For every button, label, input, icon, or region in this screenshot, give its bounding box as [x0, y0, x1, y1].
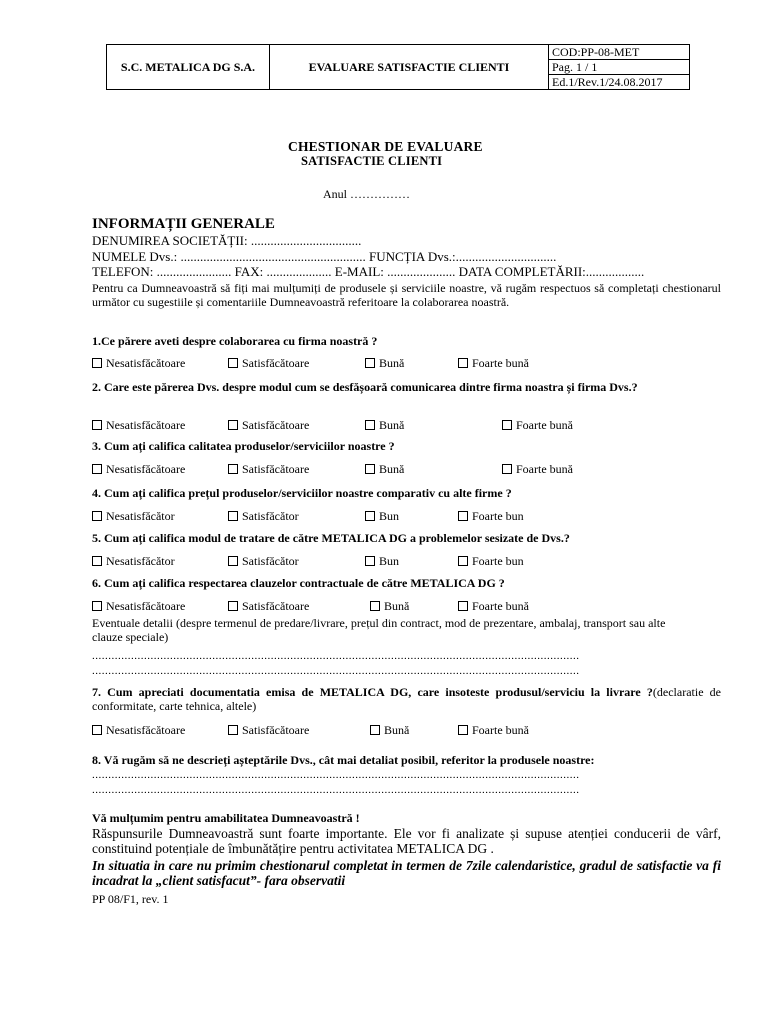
checkbox-icon[interactable] — [458, 358, 468, 368]
checkbox-icon[interactable] — [228, 420, 238, 430]
page-number: Pag. 1 / 1 — [549, 60, 690, 75]
question-7: 7. Cum apreciati documentatia emisa de METALICA DG, care insoteste produsul/serviciu la livrare ?(declaratie de conformitate, carte tehnica, altele) — [92, 685, 721, 713]
checkbox-icon[interactable] — [370, 725, 380, 735]
year-field[interactable]: Anul …………… — [323, 187, 410, 201]
checkbox-icon[interactable] — [365, 511, 375, 521]
q5-option-4[interactable]: Foarte bun — [458, 554, 524, 568]
q1-option-1[interactable]: Nesatisfăcătoare — [92, 356, 185, 370]
q1-option-3[interactable]: Bună — [365, 356, 404, 370]
details-prompt: Eventuale detalii (despre termenul de predare/livrare, prețul din contract, mod de prezentare, ambalaj, transport sau alte clauze speciale) — [92, 616, 666, 644]
question-4: 4. Cum ați califica prețul produselor/serviciilor noastre comparativ cu alte firme ? — [92, 486, 512, 500]
q3-option-1[interactable]: Nesatisfăcătoare — [92, 462, 185, 476]
expectations-answer-line-1[interactable]: ...................................................................................................................................................... — [92, 769, 580, 781]
question-1: 1.Ce părere aveti despre colaborarea cu firma noastră ? — [92, 334, 378, 348]
q6-option-1[interactable]: Nesatisfăcătoare — [92, 599, 185, 613]
q3-option-2[interactable]: Satisfăcătoare — [228, 462, 309, 476]
checkbox-icon[interactable] — [365, 358, 375, 368]
checkbox-icon[interactable] — [92, 556, 102, 566]
edition-revision: Ed.1/Rev.1/24.08.2017 — [549, 75, 690, 90]
expectations-answer-line-2[interactable]: ...................................................................................................................................................... — [92, 784, 580, 796]
checkbox-icon[interactable] — [92, 420, 102, 430]
q1-option-2[interactable]: Satisfăcătoare — [228, 356, 309, 370]
q1-option-4[interactable]: Foarte bună — [458, 356, 529, 370]
details-answer-line-2[interactable]: ...................................................................................................................................................... — [92, 665, 580, 677]
checkbox-icon[interactable] — [228, 601, 238, 611]
checkbox-icon[interactable] — [92, 358, 102, 368]
deadline-warning: In situatia in care nu primim chestionarul completat in termen de 7zile calendaristice, gradul de satisfactie va fi incadrat la „client satisfacut”- fara observatii — [92, 858, 721, 888]
q7-option-1[interactable]: Nesatisfăcătoare — [92, 723, 185, 737]
importance-paragraph: Răspunsurile Dumneavoastră sunt foarte importante. Ele vor fi analizate și supuse atenției conducerii de vârf, constituind potențiale de îmbunătățire pentru activitatea METALICA DG . — [92, 826, 721, 856]
question-2: 2. Care este părerea Dvs. despre modul cum se desfășoară comunicarea dintre firma noastra și firma Dvs.? — [92, 380, 638, 394]
questionnaire-title-line2: SATISFACTIE CLIENTI — [301, 154, 443, 168]
q5-option-3[interactable]: Bun — [365, 554, 399, 568]
checkbox-icon[interactable] — [458, 511, 468, 521]
q6-option-2[interactable]: Satisfăcătoare — [228, 599, 309, 613]
checkbox-icon[interactable] — [458, 556, 468, 566]
checkbox-icon[interactable] — [502, 464, 512, 474]
q2-option-3[interactable]: Bună — [365, 418, 404, 432]
question-5: 5. Cum ați califica modul de tratare de către METALICA DG a problemelor sesizate de Dvs.? — [92, 531, 570, 545]
question-3: 3. Cum ați califica calitatea produselor/serviciilor noastre ? — [92, 439, 395, 453]
checkbox-icon[interactable] — [228, 511, 238, 521]
checkbox-icon[interactable] — [228, 725, 238, 735]
q4-option-2[interactable]: Satisfăcător — [228, 509, 299, 523]
checkbox-icon[interactable] — [370, 601, 380, 611]
q2-option-1[interactable]: Nesatisfăcătoare — [92, 418, 185, 432]
general-info-heading: INFORMAȚII GENERALE — [92, 216, 275, 232]
q2-option-2[interactable]: Satisfăcătoare — [228, 418, 309, 432]
question-8: 8. Vă rugăm să ne descrieți așteptările Dvs., cât mai detaliat posibil, referitor la produsele noastre: — [92, 753, 595, 767]
q7-option-2[interactable]: Satisfăcătoare — [228, 723, 309, 737]
checkbox-icon[interactable] — [458, 601, 468, 611]
checkbox-icon[interactable] — [92, 725, 102, 735]
q7-option-3[interactable]: Bună — [370, 723, 409, 737]
q4-option-4[interactable]: Foarte bun — [458, 509, 524, 523]
document-title: EVALUARE SATISFACTIE CLIENTI — [270, 45, 549, 90]
checkbox-icon[interactable] — [502, 420, 512, 430]
form-code: PP 08/F1, rev. 1 — [92, 892, 169, 906]
q7-option-4[interactable]: Foarte bună — [458, 723, 529, 737]
q2-option-4[interactable]: Foarte bună — [502, 418, 573, 432]
checkbox-icon[interactable] — [228, 464, 238, 474]
checkbox-icon[interactable] — [458, 725, 468, 735]
thanks-message: Vă mulțumim pentru amabilitatea Dumneavoastră ! — [92, 811, 360, 825]
question-6: 6. Cum ați califica respectarea clauzelor contractuale de către METALICA DG ? — [92, 576, 505, 590]
contact-fields[interactable]: TELEFON: ....................... FAX: .................... E-MAIL: ..................... DATA COMPLETĂRII:.................. — [92, 264, 645, 279]
checkbox-icon[interactable] — [92, 464, 102, 474]
checkbox-icon[interactable] — [228, 358, 238, 368]
q5-option-1[interactable]: Nesatisfăcător — [92, 554, 175, 568]
q4-option-1[interactable]: Nesatisfăcător — [92, 509, 175, 523]
document-header-table — [106, 44, 690, 90]
checkbox-icon[interactable] — [92, 601, 102, 611]
checkbox-icon[interactable] — [228, 556, 238, 566]
questionnaire-title-line1: CHESTIONAR DE EVALUARE — [288, 139, 483, 154]
q5-option-2[interactable]: Satisfăcător — [228, 554, 299, 568]
details-answer-line-1[interactable]: ...................................................................................................................................................... — [92, 650, 580, 662]
q3-option-4[interactable]: Foarte bună — [502, 462, 573, 476]
q3-option-3[interactable]: Bună — [365, 462, 404, 476]
company-name: S.C. METALICA DG S.A. — [107, 45, 270, 90]
checkbox-icon[interactable] — [92, 511, 102, 521]
q6-option-3[interactable]: Bună — [370, 599, 409, 613]
company-name-field[interactable]: DENUMIREA SOCIETĂȚII: .................................. — [92, 233, 362, 248]
checkbox-icon[interactable] — [365, 464, 375, 474]
intro-paragraph: Pentru ca Dumneavoastră să fiți mai mulțumiți de produsele și serviciile noastre, vă rugăm respectuos să completați chestionarul următor cu sugestiile și comentariile Dumneavoastră referitoare la colaborarea noastră. — [92, 281, 721, 309]
checkbox-icon[interactable] — [365, 420, 375, 430]
q6-option-4[interactable]: Foarte bună — [458, 599, 529, 613]
document-code: COD:PP-08-MET — [549, 45, 690, 60]
checkbox-icon[interactable] — [365, 556, 375, 566]
name-function-field[interactable]: NUMELE Dvs.: ......................................................... FUNCȚIA Dvs.:............................... — [92, 249, 557, 264]
q4-option-3[interactable]: Bun — [365, 509, 399, 523]
